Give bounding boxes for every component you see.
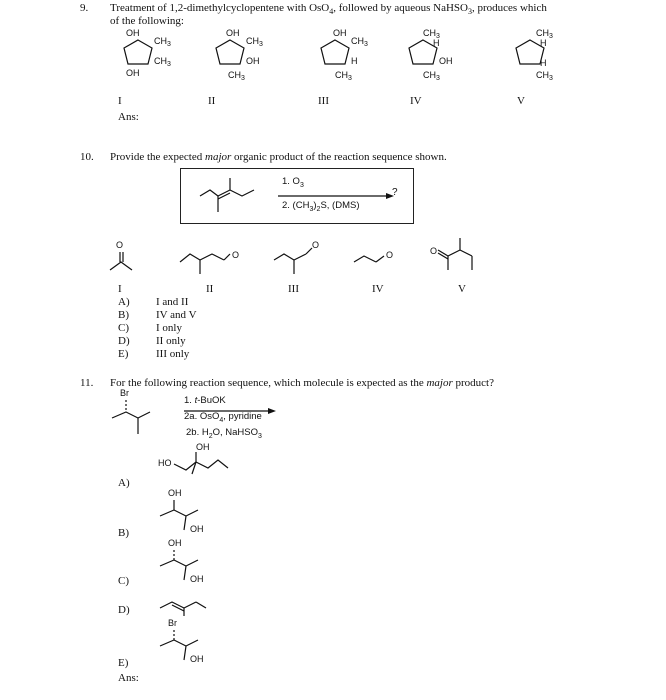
q9-IV-h: H — [433, 38, 440, 48]
q9-IV-ch3-bottom: $CH_3$ — [423, 70, 440, 82]
q11-B-oh-bottom: OH — [190, 524, 204, 534]
q10-numeral-I: I — [118, 283, 122, 295]
q9-numeral-I: I — [118, 95, 122, 107]
q9-structure-V — [500, 26, 580, 86]
q11-reagent-step2a: 2a. OsO$_4$, pyridine — [184, 411, 262, 424]
q9-structure-III — [305, 26, 385, 86]
q11-question-text: For the following reaction sequence, which molecule is expected as the major product? — [110, 377, 494, 389]
q9-I-oh-top: OH — [126, 28, 140, 38]
q11-E-br: Br — [168, 618, 177, 628]
q11-option-A-label[interactable]: A) — [118, 477, 130, 489]
q9-numeral-IV: IV — [410, 95, 422, 107]
q11-A-oh: OH — [196, 442, 210, 452]
q11-option-D-structure[interactable] — [156, 588, 256, 618]
q11-reagent-step2b: 2b. $H_2O$, NaHSO$_3$ — [186, 427, 262, 440]
q9-structure-I — [108, 26, 188, 86]
q9-question-text: Treatment of 1,2-dimethylcyclopentene with OsO$_4$, followed by aqueous NaHSO$_3$, produces which — [110, 2, 547, 17]
q9-III-ch3-bottom: $CH_3$ — [335, 70, 352, 82]
q10-III-oxygen: O — [312, 240, 320, 250]
q9-numeral-III: III — [318, 95, 329, 107]
q9-numeral-II: II — [208, 95, 216, 107]
q11-answer-label: Ans: — [118, 672, 139, 684]
q10-reagent-step2: 2. $(CH_3)_2S$, (DMS) — [282, 200, 360, 213]
q11-option-C-structure[interactable] — [156, 536, 256, 586]
q11-option-B-label[interactable]: B) — [118, 527, 129, 539]
q10-structure-III — [270, 238, 330, 278]
q9-I-ch3-bottom: $CH_3$ — [154, 56, 171, 68]
q9-I-oh-bottom: OH — [126, 68, 140, 78]
q9-numeral-V: V — [517, 95, 525, 107]
q9-question-text-line2: of the following: — [110, 15, 184, 27]
q11-C-oh-bottom: OH — [190, 574, 204, 584]
q10-structure-II — [176, 242, 246, 278]
q11-option-C-label[interactable]: C) — [118, 575, 129, 587]
q9-IV-oh: OH — [439, 56, 453, 66]
q10-option-D[interactable]: D) II only — [118, 335, 186, 347]
q11-starting-bromide — [108, 388, 168, 438]
q11-C-oh-top: OH — [168, 538, 182, 548]
q9-V-h-top: H — [540, 38, 547, 48]
q10-structure-IV — [350, 246, 410, 270]
q9-IV-ch3-top: $CH_3$ — [423, 28, 440, 40]
q10-product-unknown: ? — [392, 187, 398, 198]
q10-reagent-step1: 1. $O_3$ — [282, 176, 304, 189]
q11-option-A-structure[interactable] — [156, 440, 256, 480]
q9-III-oh: OH — [333, 28, 347, 38]
q10-numeral-III: III — [288, 283, 299, 295]
q9-V-h-bottom: H — [540, 58, 547, 68]
q10-option-C[interactable]: C) I only — [118, 322, 182, 334]
q11-option-B-structure[interactable] — [156, 486, 256, 536]
q10-I-oxygen: O — [116, 240, 124, 250]
q10-reaction-arrow — [276, 192, 396, 200]
q10-V-oxygen: O — [430, 246, 438, 256]
q10-option-B[interactable]: B) IV and V — [118, 309, 197, 321]
q11-br-label: Br — [120, 388, 129, 398]
q11-E-oh: OH — [190, 654, 204, 664]
q9-III-h: H — [351, 56, 358, 66]
q9-V-ch3-bottom: $CH_3$ — [536, 70, 553, 82]
q10-option-E[interactable]: E) III only — [118, 348, 190, 360]
q10-structure-V — [428, 234, 492, 280]
q9-III-ch3-top: $CH_3$ — [351, 36, 368, 48]
q10-numeral-IV: IV — [372, 283, 384, 295]
q10-IV-oxygen: O — [386, 250, 394, 260]
q9-structure-IV — [393, 26, 473, 86]
q10-question-text: Provide the expected major organic product of the reaction sequence shown. — [110, 151, 447, 163]
q9-II-oh-top: OH — [226, 28, 240, 38]
q10-numeral-II: II — [206, 283, 214, 295]
q9-II-ch3-bottom: $CH_3$ — [228, 70, 245, 82]
q9-structure-II — [200, 26, 280, 86]
q9-II-ch3-top: $CH_3$ — [246, 36, 263, 48]
q9-answer-label: Ans: — [118, 111, 139, 123]
q11-option-E-structure[interactable] — [156, 616, 256, 666]
q9-V-ch3-top: $CH_3$ — [536, 28, 553, 40]
q10-structure-I-acetone — [106, 238, 146, 278]
q9-number: 9. — [80, 2, 89, 14]
q10-numeral-V: V — [458, 283, 466, 295]
q11-option-D-label[interactable]: D) — [118, 604, 130, 616]
q11-option-E-label[interactable]: E) — [118, 657, 129, 669]
q11-A-ho: HO — [158, 458, 172, 468]
q11-B-oh-top: OH — [168, 488, 182, 498]
q11-reagent-step1: 1. t-BuOK — [184, 395, 226, 406]
q9-II-oh-right: OH — [246, 56, 260, 66]
q10-option-A[interactable]: A) I and II — [118, 296, 189, 308]
q10-options — [118, 297, 238, 362]
q10-number: 10. — [80, 151, 94, 163]
q11-number: 11. — [80, 377, 94, 389]
q9-I-ch3-top: $CH_3$ — [154, 36, 171, 48]
q10-II-oxygen: O — [232, 250, 240, 260]
q10-starting-alkene — [196, 172, 276, 218]
